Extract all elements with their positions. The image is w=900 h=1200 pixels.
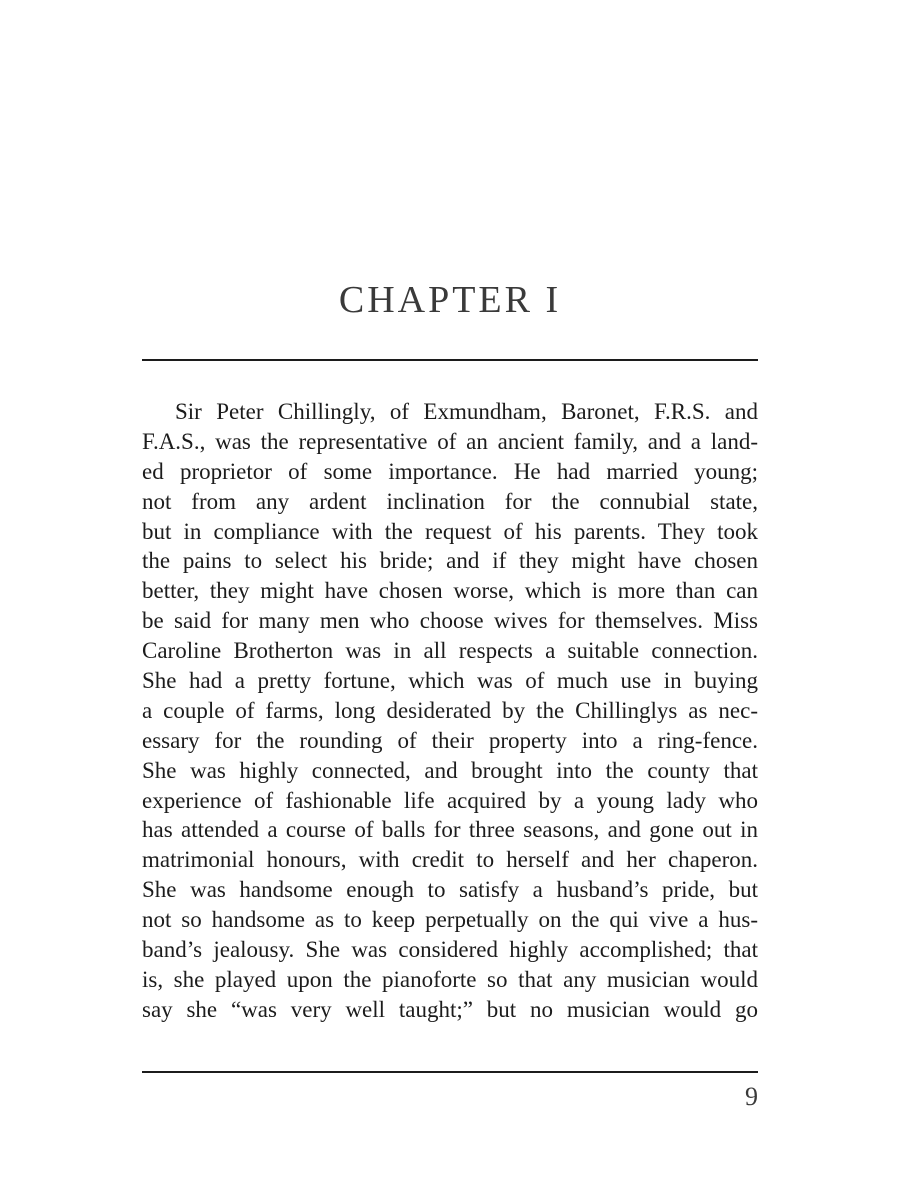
chapter-body-text <box>142 397 758 1025</box>
text-line: not from any ardent inclination for the connubial state, <box>142 488 758 514</box>
text-line: She had a pretty fortune, which was of much use in buying <box>142 668 758 694</box>
text-line: ed proprietor of some importance. He had married young; <box>142 458 758 484</box>
text-line: She was handsome enough to satisfy a husband’s pride, but <box>142 877 758 903</box>
text-line: Caroline Brotherton was in all respects a suitable connection. <box>142 638 758 664</box>
page-number: 9 <box>745 1082 758 1111</box>
text-line: better, they might have chosen worse, which is more than can <box>142 578 758 604</box>
text-line: matrimonial honours, with credit to herself and her chaperon. <box>142 847 758 873</box>
text-line: say she “was very well taught;” but no musician would go <box>142 996 758 1022</box>
text-line: essary for the rounding of their property into a ring-fence. <box>142 727 758 753</box>
text-line: the pains to select his bride; and if they might have chosen <box>142 548 758 574</box>
text-line: She was highly connected, and brought into the county that <box>142 757 758 783</box>
text-line: be said for many men who choose wives for themselves. Miss <box>142 608 758 634</box>
text-line: has attended a course of balls for three seasons, and gone out in <box>142 817 758 843</box>
chapter-title: CHAPTER I <box>338 279 562 321</box>
bottom-divider <box>142 1071 758 1073</box>
text-line: a couple of farms, long desiderated by the Chillinglys as nec- <box>142 697 758 723</box>
text-line: is, she played upon the pianoforte so that any musician would <box>142 966 758 992</box>
text-line: experience of fashionable life acquired by a young lady who <box>142 787 758 813</box>
text-line: band’s jealousy. She was considered highly accomplished; that <box>142 937 758 963</box>
text-line: but in compliance with the request of his parents. They took <box>142 518 758 544</box>
text-line: F.A.S., was the representative of an ancient family, and a land- <box>142 428 758 454</box>
text-line: not so handsome as to keep perpetually on the qui vive a hus- <box>142 907 758 933</box>
text-line: Sir Peter Chillingly, of Exmundham, Baronet, F.R.S. and <box>175 399 758 424</box>
top-divider <box>142 359 758 361</box>
